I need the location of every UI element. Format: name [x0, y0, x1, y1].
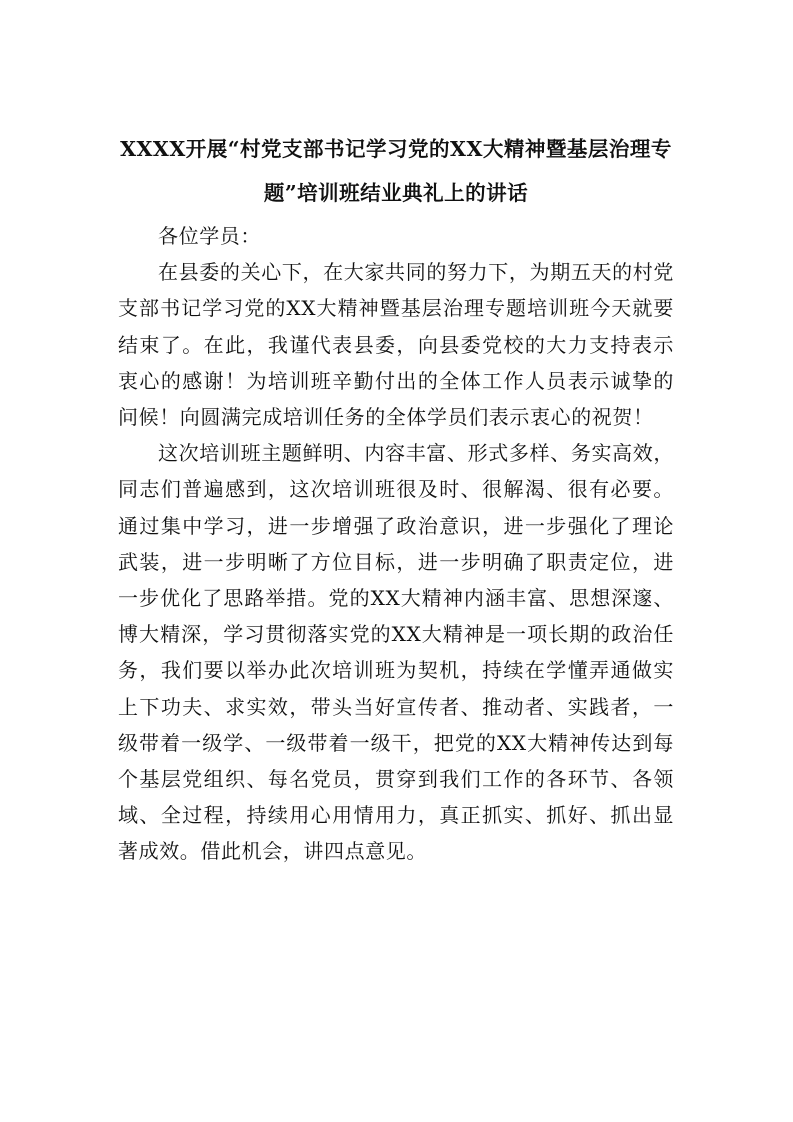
- document-body: [118, 218, 674, 870]
- paragraph-1: 在县委的关心下，在大家共同的努力下，为期五天的村党支部书记学习党的XX大精神暨基层治理专题培训班今天就要结束了。在此，我谨代表县委，向县委党校的大力支持表示衷心的感谢！为培训班辛勤付出的全体工作人员表示诚挚的问候！向圆满完成培训任务的全体学员们表示衷心的祝贺！: [118, 260, 674, 430]
- paragraph-2: 这次培训班主题鲜明、内容丰富、形式多样、务实高效，同志们普遍感到，这次培训班很及时、很解渴、很有必要。通过集中学习，进一步增强了政治意识，进一步强化了理论武装，进一步明晰了方位目标，进一步明确了职责定位，进一步优化了思路举措。党的XX大精神内涵丰富、思想深邃、博大精深，学习贯彻落实党的XX大精神是一项长期的政治任务，我们要以举办此次培训班为契机，持续在学懂弄通做实上下功夫、求实效，带头当好宣传者、推动者、实践者，一级带着一级学、一级带着一级干，把党的XX大精神传达到每个基层党组织、每名党员，贯穿到我们工作的各环节、各领域、全过程，持续用心用情用力，真正抓实、抓好、抓出显著成效。借此机会，讲四点意见。: [118, 441, 674, 864]
- document-title: XXXX开展“村党支部书记学习党的XX大精神暨基层治理专题”培训班结业典礼上的讲话: [120, 137, 672, 205]
- salutation: 各位学员：: [158, 224, 261, 248]
